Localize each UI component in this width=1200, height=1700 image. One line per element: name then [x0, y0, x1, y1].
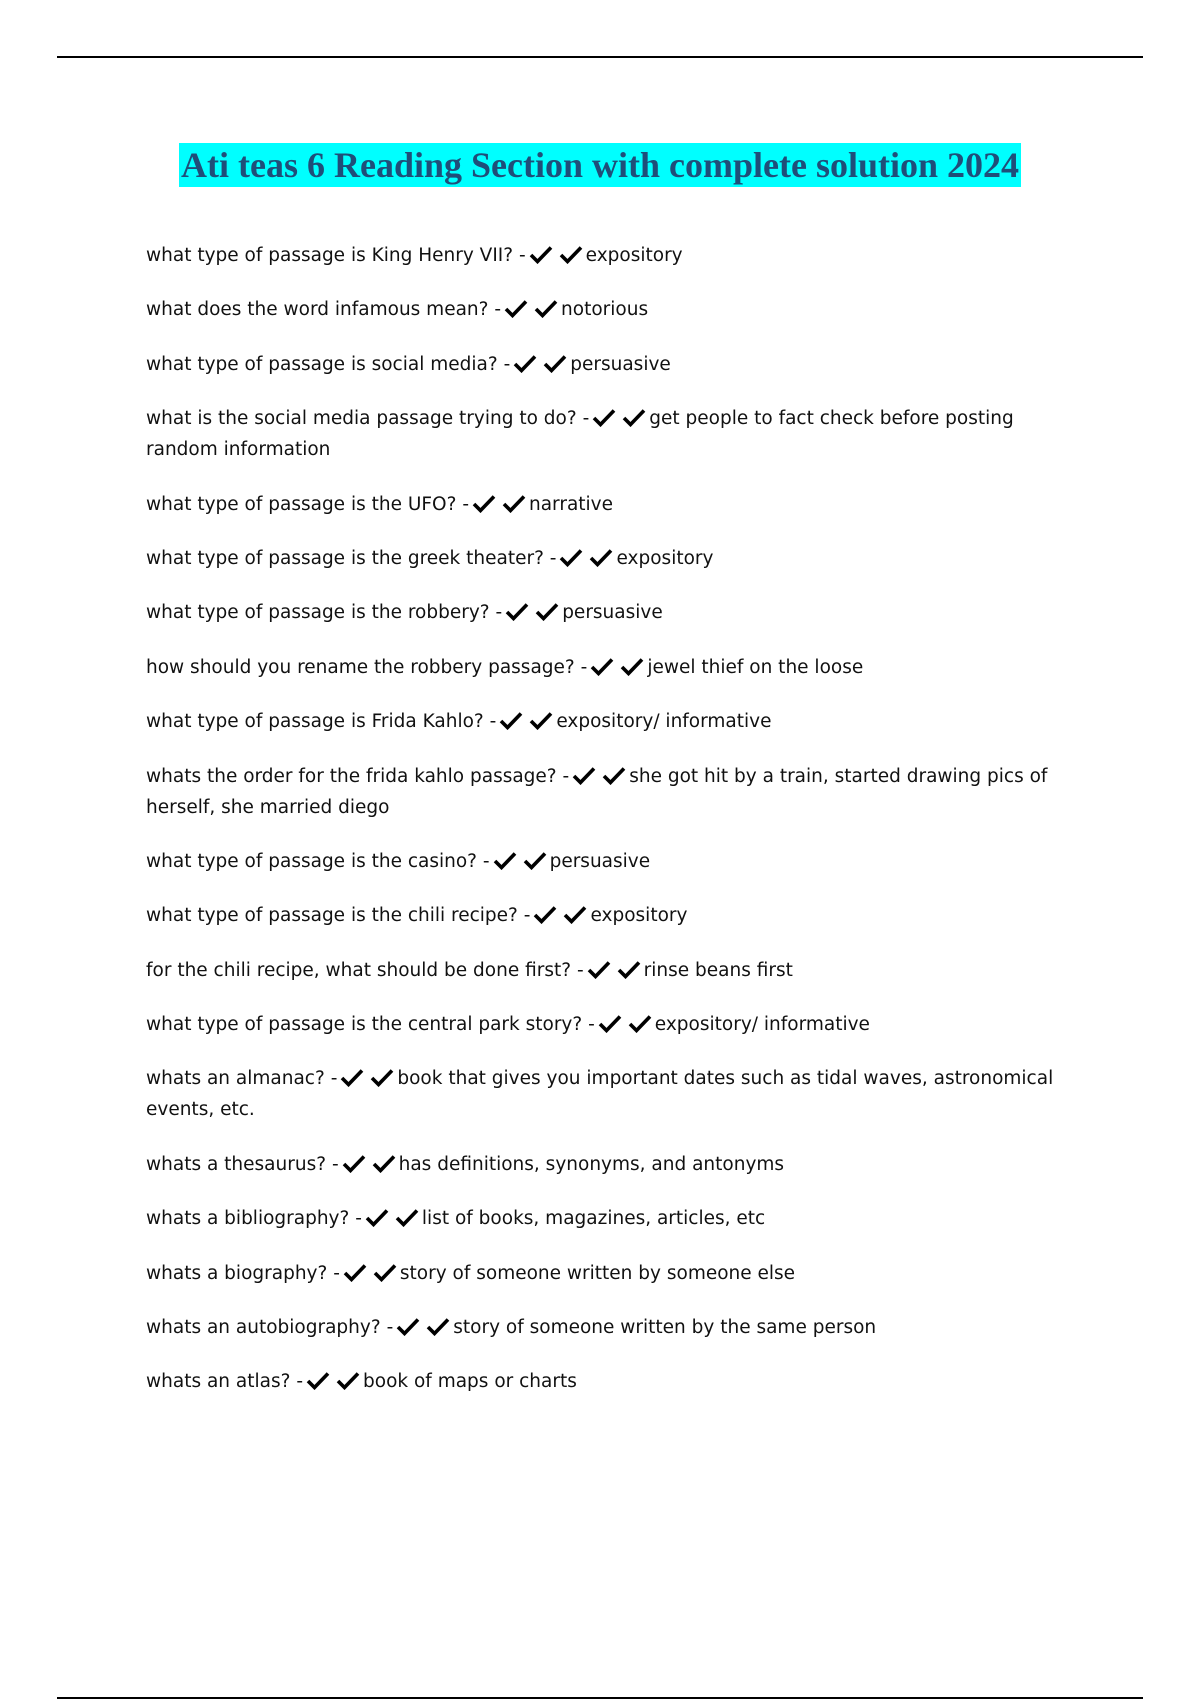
- check-marks: [529, 240, 583, 271]
- bottom-rule: [57, 1697, 1143, 1699]
- separator: -: [494, 299, 502, 321]
- check-marks: [499, 706, 553, 737]
- question-text: whats an atlas?: [146, 1371, 291, 1393]
- answer-text: persuasive: [570, 353, 671, 375]
- check-marks: [343, 1258, 397, 1289]
- check-icon: [372, 1153, 396, 1173]
- question-text: how should you rename the robbery passage?: [146, 656, 575, 678]
- question-text: what type of passage is the chili recipe?: [146, 905, 518, 927]
- qa-item: [146, 900, 1076, 931]
- qa-item: [146, 294, 1076, 325]
- separator: -: [462, 493, 469, 515]
- answer-text: persuasive: [562, 602, 663, 624]
- question-text: what type of passage is the robbery?: [146, 602, 490, 624]
- check-marks: [342, 1149, 396, 1180]
- answer-text: notorious: [561, 299, 649, 321]
- check-marks: [592, 403, 646, 434]
- check-marks: [340, 1063, 394, 1094]
- check-icon: [342, 1153, 366, 1173]
- separator: -: [330, 1068, 338, 1090]
- check-icon: [365, 1207, 389, 1227]
- separator: -: [333, 1262, 340, 1284]
- qa-item: [146, 1258, 1076, 1289]
- separator: -: [489, 711, 497, 733]
- qa-list: [146, 240, 1076, 1421]
- check-icon: [620, 656, 644, 676]
- question-text: whats a bibliography?: [146, 1208, 350, 1230]
- check-marks: [472, 489, 526, 520]
- separator: -: [549, 547, 557, 569]
- answer-text: narrative: [529, 493, 614, 515]
- check-marks: [598, 1009, 652, 1040]
- check-icon: [592, 407, 616, 427]
- qa-item: [146, 1063, 1076, 1125]
- check-icon: [622, 407, 646, 427]
- check-marks: [504, 294, 558, 325]
- check-icon: [598, 1013, 622, 1033]
- check-icon: [499, 710, 523, 730]
- answer-text: story of someone written by someone else: [399, 1262, 796, 1284]
- question-text: what type of passage is the greek theater?: [146, 547, 544, 569]
- separator: -: [386, 1317, 394, 1339]
- qa-item: [146, 597, 1076, 628]
- question-text: whats the order for the frida kahlo passage?: [146, 765, 557, 787]
- question-text: what type of passage is social media?: [146, 353, 498, 375]
- separator: -: [518, 245, 526, 266]
- check-icon: [395, 1207, 419, 1227]
- answer-text: she got hit by a train, started drawing pics of herself, she married diego: [146, 765, 1048, 818]
- check-icon: [587, 959, 611, 979]
- check-icon: [336, 1370, 360, 1390]
- answer-text: jewel thief on the loose: [647, 656, 864, 678]
- check-icon: [343, 1262, 367, 1282]
- qa-item: [146, 1203, 1076, 1234]
- check-icon: [373, 1262, 397, 1282]
- check-icon: [502, 493, 526, 513]
- check-icon: [493, 850, 517, 870]
- separator: -: [482, 850, 490, 872]
- check-marks: [365, 1203, 419, 1234]
- check-icon: [370, 1067, 394, 1087]
- qa-item: [146, 1009, 1076, 1040]
- answer-text: rinse beans first: [643, 959, 793, 981]
- check-marks: [513, 349, 567, 380]
- check-icon: [534, 298, 558, 318]
- check-icon: [602, 765, 626, 785]
- check-icon: [563, 904, 587, 924]
- check-icon: [340, 1067, 364, 1087]
- check-icon: [559, 547, 583, 567]
- question-text: what does the word infamous mean?: [146, 299, 489, 321]
- title-container: [0, 143, 1200, 187]
- answer-text: expository/ informative: [654, 1014, 870, 1036]
- qa-item: [146, 349, 1076, 380]
- qa-item: [146, 1312, 1076, 1343]
- check-icon: [628, 1013, 652, 1033]
- qa-item: [146, 652, 1076, 683]
- qa-item: [146, 240, 1076, 271]
- answer-text: list of books, magazines, articles, etc: [421, 1208, 766, 1230]
- qa-item: [146, 1149, 1076, 1180]
- check-icon: [306, 1370, 330, 1390]
- check-marks: [396, 1312, 450, 1343]
- answer-text: expository/ informative: [556, 711, 772, 733]
- separator: -: [495, 602, 503, 624]
- answer-text: has definitions, synonyms, and antonyms: [398, 1153, 785, 1175]
- check-marks: [572, 761, 626, 792]
- qa-item: [146, 706, 1076, 737]
- check-icon: [513, 353, 537, 373]
- check-icon: [535, 601, 559, 621]
- check-icon: [543, 353, 567, 373]
- qa-item: [146, 489, 1076, 520]
- question-text: whats an almanac?: [146, 1068, 325, 1090]
- question-text: what is the social media passage trying to do?: [146, 408, 577, 430]
- check-icon: [529, 710, 553, 730]
- check-icon: [505, 601, 529, 621]
- answer-text: expository: [585, 245, 683, 266]
- qa-item: [146, 403, 1076, 465]
- check-marks: [306, 1366, 360, 1397]
- question-text: what type of passage is King Henry VII?: [146, 245, 514, 266]
- check-marks: [533, 900, 587, 931]
- question-text: what type of passage is the central park story?: [146, 1014, 583, 1036]
- separator: -: [582, 408, 590, 430]
- question-text: whats a biography?: [146, 1262, 328, 1284]
- separator: -: [355, 1208, 362, 1230]
- check-marks: [587, 955, 641, 986]
- answer-text: persuasive: [549, 850, 651, 872]
- check-icon: [472, 493, 496, 513]
- check-icon: [590, 656, 614, 676]
- separator: -: [503, 353, 511, 375]
- qa-item: [146, 846, 1076, 877]
- check-marks: [493, 846, 547, 877]
- answer-text: expository: [616, 547, 714, 569]
- answer-text: get people to fact check before posting random information: [146, 408, 1014, 461]
- check-icon: [523, 850, 547, 870]
- check-icon: [426, 1316, 450, 1336]
- qa-item: [146, 955, 1076, 986]
- separator: -: [331, 1153, 339, 1175]
- separator: -: [296, 1371, 304, 1393]
- check-icon: [533, 904, 557, 924]
- question-text: whats an autobiography?: [146, 1317, 381, 1339]
- answer-text: story of someone written by the same person: [453, 1317, 877, 1339]
- document-title: Ati teas 6 Reading Section with complete solution 2024: [181, 145, 1019, 185]
- check-icon: [396, 1316, 420, 1336]
- qa-item: [146, 543, 1076, 574]
- separator: -: [588, 1014, 595, 1036]
- question-text: what type of passage is the casino?: [146, 850, 477, 872]
- check-icon: [617, 959, 641, 979]
- separator: -: [576, 959, 584, 981]
- question-text: what type of passage is Frida Kahlo?: [146, 711, 484, 733]
- answer-text: book that gives you important dates such as tidal waves, astronomical events, etc.: [146, 1068, 1054, 1121]
- top-rule: [57, 56, 1143, 58]
- check-marks: [590, 652, 644, 683]
- check-marks: [559, 543, 613, 574]
- qa-item: [146, 1366, 1076, 1397]
- question-text: what type of passage is the UFO?: [146, 493, 457, 515]
- check-icon: [559, 244, 583, 264]
- answer-text: book of maps or charts: [363, 1371, 577, 1393]
- check-marks: [505, 597, 559, 628]
- check-icon: [572, 765, 596, 785]
- question-text: whats a thesaurus?: [146, 1153, 327, 1175]
- question-text: for the chili recipe, what should be done first?: [146, 959, 572, 981]
- qa-item: [146, 761, 1076, 823]
- separator: -: [562, 765, 570, 787]
- separator: -: [523, 905, 531, 927]
- separator: -: [580, 656, 588, 678]
- check-icon: [589, 547, 613, 567]
- check-icon: [529, 244, 553, 264]
- check-icon: [504, 298, 528, 318]
- answer-text: expository: [590, 905, 688, 927]
